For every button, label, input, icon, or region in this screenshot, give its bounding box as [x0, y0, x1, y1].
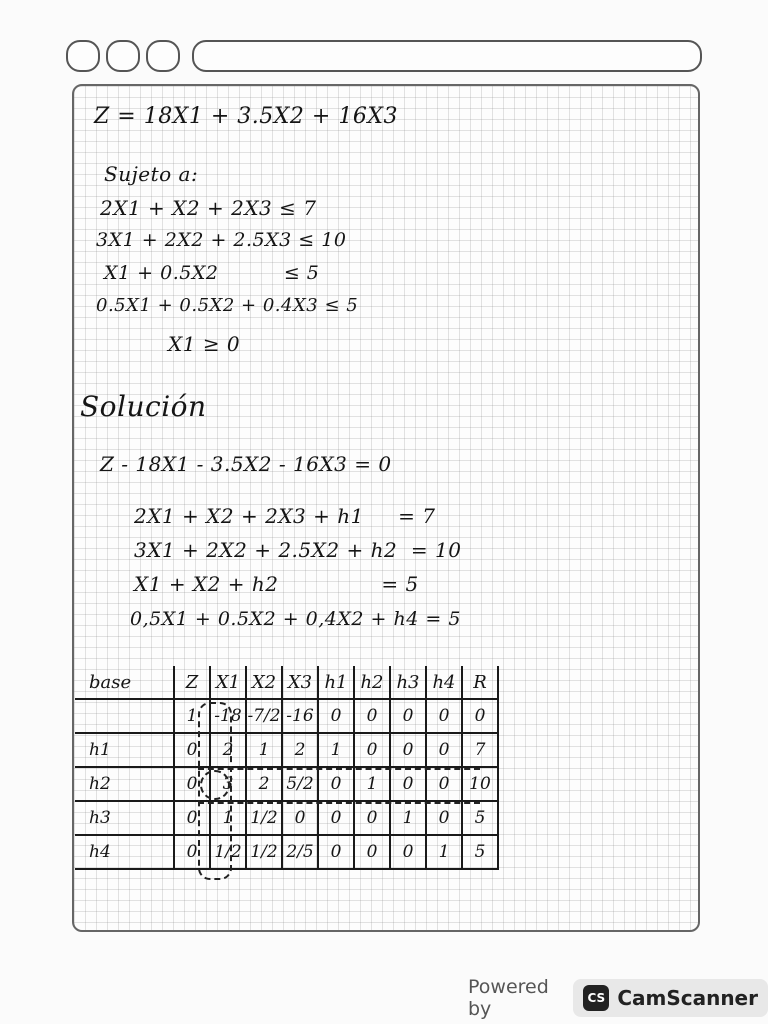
table-cell: 0 — [426, 699, 462, 733]
table-row — [75, 801, 498, 835]
table-cell: 5 — [462, 801, 498, 835]
table-header-cell: h4 — [426, 666, 462, 699]
constraint-3: X1 + 0.5X2 ≤ 5 — [104, 262, 320, 284]
table-cell: 1 — [390, 801, 426, 835]
table-cell: 1/2 — [246, 801, 282, 835]
equality-2: 3X1 + 2X2 + 2.5X2 + h2 = 10 — [134, 538, 462, 562]
table-cell: 0 — [174, 801, 210, 835]
equality-3: X1 + X2 + h2 = 5 — [134, 572, 419, 596]
camscanner-badge — [573, 979, 768, 1017]
powered-by-label: Powered by — [468, 976, 549, 1020]
table-cell: 7 — [462, 733, 498, 767]
table-cell: 0 — [390, 835, 426, 869]
table-cell: 3 — [210, 767, 246, 801]
table-header-cell: Z — [174, 666, 210, 699]
table-cell: -18 — [210, 699, 246, 733]
table-cell: 0 — [354, 835, 390, 869]
table-cell: -16 — [282, 699, 318, 733]
table-cell: 0 — [282, 801, 318, 835]
objective-function: Z = 18X1 + 3.5X2 + 16X3 — [94, 104, 398, 129]
table-cell: 0 — [318, 767, 354, 801]
table-cell: 0 — [318, 835, 354, 869]
notebook-header — [66, 38, 706, 74]
constraint-2: 3X1 + 2X2 + 2.5X3 ≤ 10 — [96, 229, 347, 251]
equality-1: 2X1 + X2 + 2X3 + h1 = 7 — [134, 504, 436, 528]
table-cell: 2/5 — [282, 835, 318, 869]
table-cell: 10 — [462, 767, 498, 801]
table-cell: 5/2 — [282, 767, 318, 801]
constraint-4: 0.5X1 + 0.5X2 + 0.4X3 ≤ 5 — [96, 295, 359, 316]
header-circle-2 — [106, 40, 140, 72]
table-header-cell: X1 — [210, 666, 246, 699]
table-header-cell: h2 — [354, 666, 390, 699]
table-cell: 2 — [210, 733, 246, 767]
table-row — [75, 733, 498, 767]
header-circle-3 — [146, 40, 180, 72]
camscanner-logo-icon: CS — [583, 985, 609, 1011]
table-cell: h2 — [75, 767, 174, 801]
table-cell: 1/2 — [210, 835, 246, 869]
constraint-1: 2X1 + X2 + 2X3 ≤ 7 — [100, 196, 317, 220]
header-title-box — [192, 40, 702, 72]
table-cell: 0 — [426, 801, 462, 835]
table-cell: h1 — [75, 733, 174, 767]
camscanner-name: CamScanner — [617, 986, 758, 1010]
header-circle-1 — [66, 40, 100, 72]
table-cell: 0 — [174, 733, 210, 767]
table-cell: 5 — [462, 835, 498, 869]
simplex-table — [75, 666, 499, 870]
table-cell: 2 — [282, 733, 318, 767]
table-cell: 0 — [426, 733, 462, 767]
table-header-cell: h3 — [390, 666, 426, 699]
subject-to-label: Sujeto a: — [104, 162, 199, 186]
table-cell: 0 — [390, 699, 426, 733]
table-cell: 1/2 — [246, 835, 282, 869]
table-cell: 2 — [246, 767, 282, 801]
table-header-row — [75, 666, 498, 699]
table-cell: 1 — [174, 699, 210, 733]
table-header-cell: X3 — [282, 666, 318, 699]
table-header-cell: R — [462, 666, 498, 699]
table-cell: 0 — [174, 767, 210, 801]
camscanner-watermark — [468, 974, 768, 1022]
table-cell: 0 — [354, 801, 390, 835]
table-row — [75, 699, 498, 733]
table-cell: h3 — [75, 801, 174, 835]
equality-4: 0,5X1 + 0.5X2 + 0,4X2 + h4 = 5 — [130, 608, 461, 630]
table-header-cell: X2 — [246, 666, 282, 699]
table-cell: 1 — [426, 835, 462, 869]
table-cell: -7/2 — [246, 699, 282, 733]
table-row — [75, 767, 498, 801]
table-cell: 0 — [390, 733, 426, 767]
table-cell: 0 — [318, 801, 354, 835]
table-cell — [75, 699, 174, 733]
z-equation: Z - 18X1 - 3.5X2 - 16X3 = 0 — [100, 452, 392, 476]
table-cell: 0 — [390, 767, 426, 801]
table-row — [75, 835, 498, 869]
table-cell: 0 — [318, 699, 354, 733]
table-cell: 0 — [354, 733, 390, 767]
table-header-cell: h1 — [318, 666, 354, 699]
table-cell: 0 — [426, 767, 462, 801]
nonnegativity: X1 ≥ 0 — [168, 332, 241, 356]
table-header-cell: base — [75, 666, 174, 699]
table-cell: 0 — [174, 835, 210, 869]
table-cell: 0 — [462, 699, 498, 733]
table-cell: h4 — [75, 835, 174, 869]
solution-heading: Solución — [80, 390, 207, 423]
table-cell: 1 — [318, 733, 354, 767]
table-cell: 1 — [210, 801, 246, 835]
table-cell: 0 — [354, 699, 390, 733]
table-cell: 1 — [246, 733, 282, 767]
table-cell: 1 — [354, 767, 390, 801]
